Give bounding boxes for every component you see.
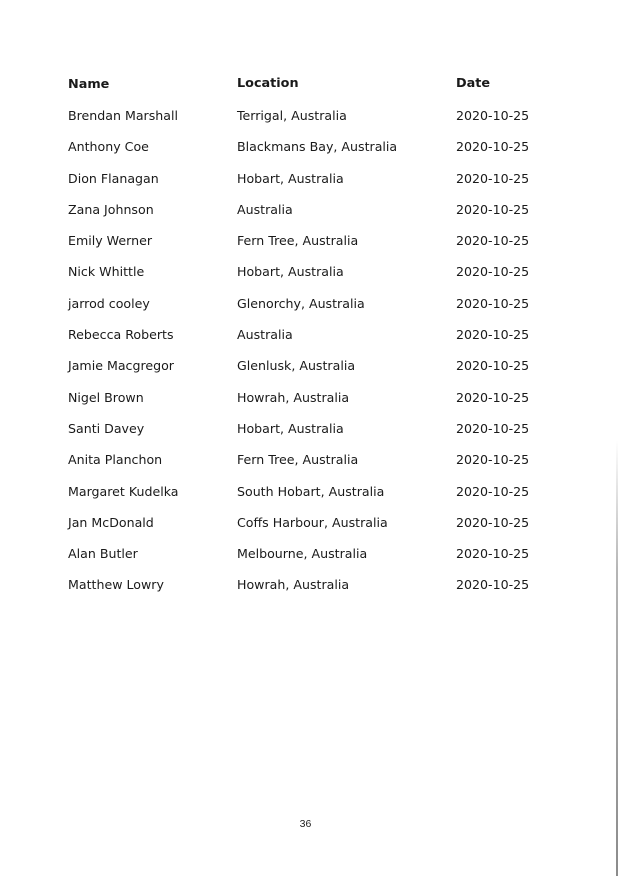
cell-location: Howrah, Australia <box>237 389 350 405</box>
table-row <box>68 231 548 262</box>
table-row <box>68 200 548 231</box>
table-row <box>68 169 548 200</box>
cell-location: Howrah, Australia <box>237 577 350 593</box>
cell-location: Australia <box>237 201 293 217</box>
cell-name: Santi Davey <box>68 420 145 436</box>
cell-location: Coffs Harbour, Australia <box>237 514 388 530</box>
cell-name: Emily Werner <box>68 233 153 249</box>
table-row <box>68 262 548 293</box>
cell-location: Hobart, Australia <box>237 264 344 280</box>
cell-location: Fern Tree, Australia <box>237 452 359 468</box>
header-date: Date <box>456 76 491 91</box>
cell-name: Brendan Marshall <box>68 108 178 123</box>
cell-date: 2020-10-25 <box>456 233 530 249</box>
cell-name: Matthew Lowry <box>68 577 164 593</box>
cell-date: 2020-10-25 <box>456 546 530 562</box>
cell-name: Margaret Kudelka <box>68 483 179 499</box>
cell-location: Melbourne, Australia <box>237 546 368 562</box>
cell-name: Jan McDonald <box>68 514 154 530</box>
cell-date: 2020-10-25 <box>456 577 530 593</box>
cell-location: Hobart, Australia <box>237 170 344 186</box>
table-row <box>68 419 548 450</box>
table-row <box>68 544 548 575</box>
cell-name: Nick Whittle <box>68 264 145 280</box>
cell-location: Hobart, Australia <box>237 420 344 436</box>
cell-name: Zana Johnson <box>68 201 154 217</box>
cell-date: 2020-10-25 <box>456 295 530 311</box>
cell-date: 2020-10-25 <box>456 108 530 123</box>
header-location: Location <box>237 76 299 91</box>
table-row <box>68 137 548 168</box>
table-header-row <box>68 74 548 106</box>
table-row <box>68 294 548 325</box>
cell-date: 2020-10-25 <box>456 264 530 280</box>
cell-location: South Hobart, Australia <box>237 483 385 499</box>
table-row <box>68 325 548 356</box>
cell-location: Fern Tree, Australia <box>237 233 359 249</box>
table-row <box>68 482 548 513</box>
table-row <box>68 513 548 544</box>
cell-date: 2020-10-25 <box>456 170 530 186</box>
cell-name: Rebecca Roberts <box>68 327 174 343</box>
cell-name: Anita Planchon <box>68 452 163 468</box>
cell-name: Anthony Coe <box>68 139 149 155</box>
cell-location: Glenlusk, Australia <box>237 358 356 374</box>
page-number: 36 <box>299 818 312 830</box>
header-name: Name <box>68 77 110 92</box>
cell-name: Dion Flanagan <box>68 170 159 186</box>
cell-location: Australia <box>237 327 293 343</box>
cell-location: Glenorchy, Australia <box>237 295 365 311</box>
cell-date: 2020-10-25 <box>456 139 530 155</box>
cell-date: 2020-10-25 <box>456 452 530 468</box>
table-row <box>68 356 548 387</box>
cell-location: Blackmans Bay, Australia <box>237 139 398 155</box>
cell-name: Jamie Macgregor <box>68 358 174 374</box>
cell-date: 2020-10-25 <box>456 389 530 405</box>
cell-date: 2020-10-25 <box>456 514 530 530</box>
cell-date: 2020-10-25 <box>456 358 530 374</box>
cell-location: Terrigal, Australia <box>237 108 347 123</box>
cell-name: Alan Butler <box>68 546 138 562</box>
cell-name: jarrod cooley <box>68 295 150 311</box>
signatories-table <box>68 74 548 607</box>
scan-edge-shadow <box>616 440 618 876</box>
cell-date: 2020-10-25 <box>456 201 530 217</box>
cell-name: Nigel Brown <box>68 389 144 405</box>
table-row <box>68 106 548 137</box>
cell-date: 2020-10-25 <box>456 327 530 343</box>
table-row <box>68 575 548 606</box>
table-row <box>68 450 548 481</box>
cell-date: 2020-10-25 <box>456 420 530 436</box>
table-body <box>68 106 548 607</box>
cell-date: 2020-10-25 <box>456 483 530 499</box>
table-row <box>68 388 548 419</box>
